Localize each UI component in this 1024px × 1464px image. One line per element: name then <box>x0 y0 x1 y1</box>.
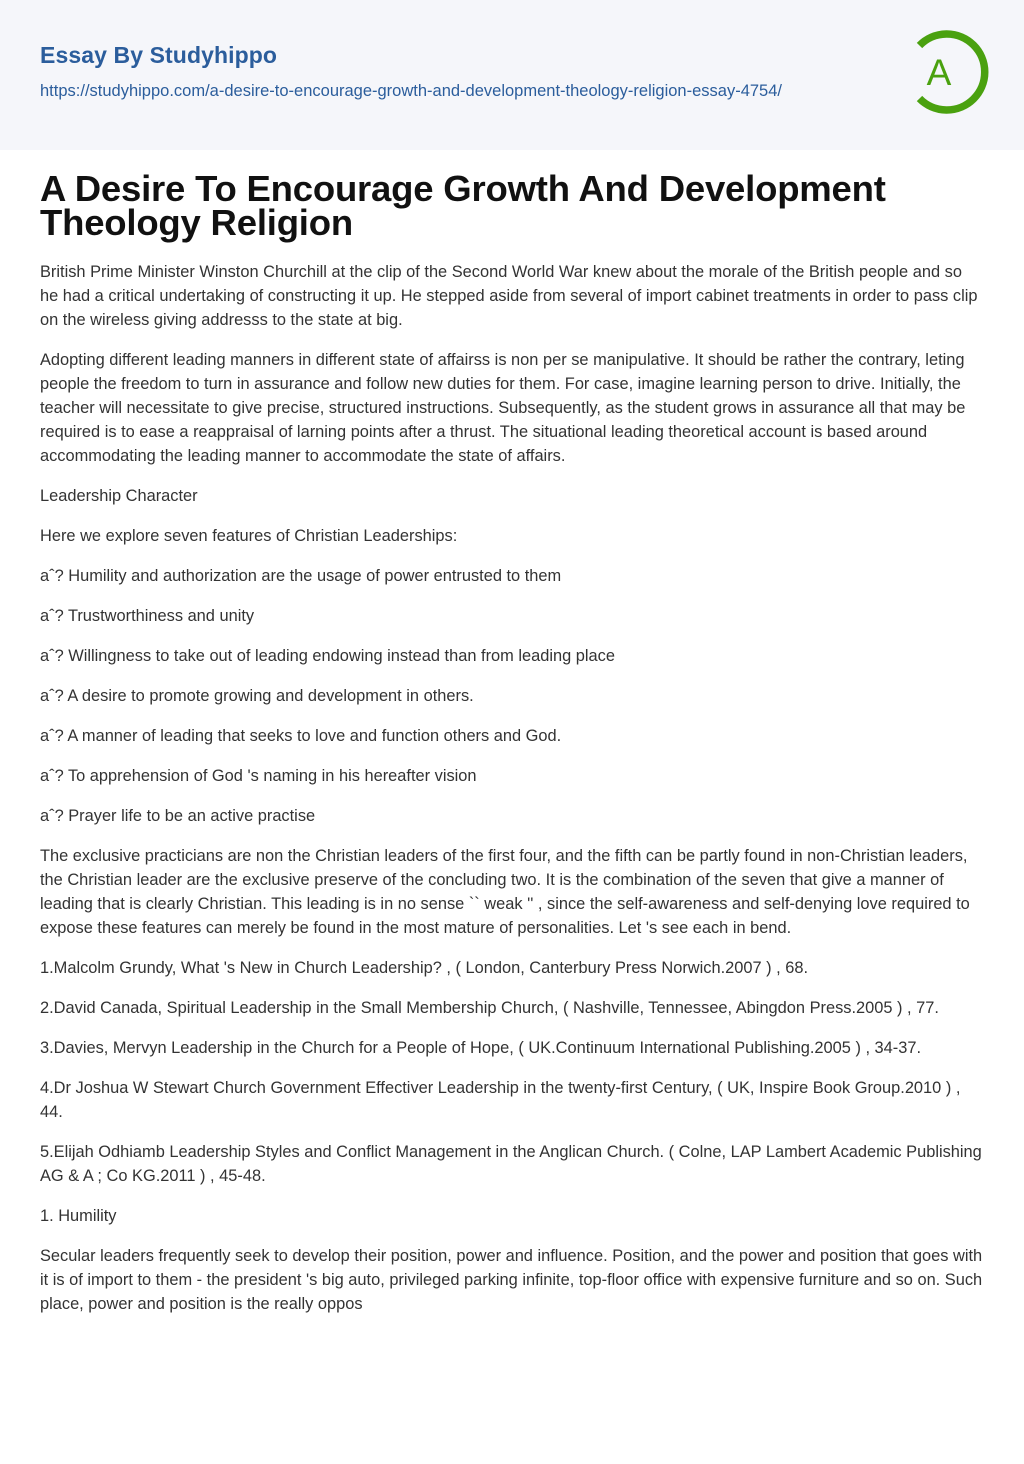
intro-paragraph: British Prime Minister Winston Churchill at the clip of the Second World War knew about the morale of the British people and so he had a critical undertaking of constructing it up. He stepped aside from several of import cabinet treatments in order to pass clip on the wireless giving addresss to the state at big. <box>40 263 978 329</box>
reference-item: 5.Elijah Odhiamb Leadership Styles and Conflict Management in the Anglican Church. ( Colne, LAP Lambert Academic Publishing AG & A ; Co KG.2011 ) , 45-48. <box>40 1143 982 1185</box>
feature-list-item: aˆ? Trustworthiness and unity <box>40 607 255 625</box>
essay-content <box>0 168 1024 1316</box>
feature-list-item: aˆ? Humility and authorization are the usage of power entrusted to them <box>40 567 562 585</box>
feature-list-item: aˆ? A manner of leading that seeks to love and function others and God. <box>40 727 562 745</box>
source-url-link[interactable]: https://studyhippo.com/a-desire-to-encourage-growth-and-development-theology-religion-essay-4754/ <box>40 82 782 100</box>
reference-item: 4.Dr Joshua W Stewart Church Government Effectiver Leadership in the twenty-first Century, ( UK, Inspire Book Group.2010 ) , 44. <box>40 1079 961 1121</box>
section-heading: Leadership Character <box>40 487 198 505</box>
reference-item: 1.Malcolm Grundy, What 's New in Church Leadership? , ( London, Canterbury Press Norwich.2007 ) , 68. <box>40 959 809 977</box>
essay-title: A Desire To Encourage Growth And Development Theology Religion <box>40 168 886 243</box>
body-paragraph: Adopting different leading manners in different state of affairss is non per se manipulative. It should be rather the contrary, leting people the freedom to turn in assurance and follow new duties for them. For case, imagine learning person to drive. Initially, the teacher will necessitate to give precise, structured instructions. Subsequently, as the student grows in assurance all that may be required is to ease a reappraisal of larning points after a thrust. The situational leading theoretical account is based around accommodating the leading manner to accommodate the state of affairs. <box>40 351 966 465</box>
feature-list-item: aˆ? A desire to promote growing and development in others. <box>40 687 474 705</box>
list-intro: Here we explore seven features of Christian Leaderships: <box>40 527 458 545</box>
section-heading: 1. Humility <box>40 1207 117 1225</box>
reference-item: 2.David Canada, Spiritual Leadership in the Small Membership Church, ( Nashville, Tennessee, Abingdon Press.2005 ) , 77. <box>40 999 939 1017</box>
feature-list-item: aˆ? Willingness to take out of leading endowing instead than from leading place <box>40 647 615 665</box>
site-header <box>0 0 1024 150</box>
body-paragraph: The exclusive practicians are non the Christian leaders of the first four, and the fifth can be partly found in non-Christian leaders, the Christian leader are the exclusive preserve of the concluding two. It is the combination of the seven that give a manner of leading that is clearly Christian. This leading is in no sense `` weak '' , since the self-awareness and self-denying love required to expose these features can merely be found in the most mature of personalities. Let 's see each in bend. <box>40 847 970 937</box>
feature-list-item: aˆ? To apprehension of God 's naming in his hereafter vision <box>40 767 477 785</box>
body-paragraph: Secular leaders frequently seek to develop their position, power and influence. Position, and the power and position that goes with it is of import to them - the president 's big auto, privileged parking infinite, top-floor office with expensive furniture and so on. Such place, power and position is the really oppos <box>40 1247 983 1313</box>
studyhippo-logo-icon[interactable] <box>904 29 990 115</box>
feature-list-item: aˆ? Prayer life to be an active practise <box>40 807 316 825</box>
reference-item: 3.Davies, Mervyn Leadership in the Church for a People of Hope, ( UK.Continuum International Publishing.2005 ) , 34-37. <box>40 1039 922 1057</box>
svg-text:A: A <box>926 52 952 93</box>
brand-title: Essay By Studyhippo <box>40 42 278 68</box>
